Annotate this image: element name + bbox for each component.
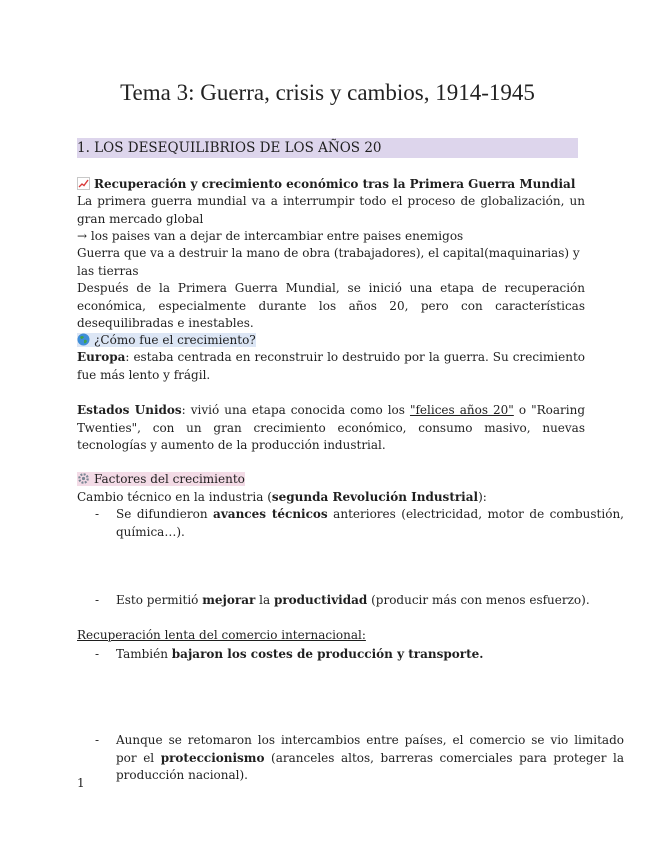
list-item [77, 592, 624, 610]
europa-label: Europa [77, 350, 126, 364]
eeuu-text-a: : vivió una etapa conocida como los [181, 403, 410, 417]
bullet-3-a: También [116, 646, 172, 661]
bullet-2-a: Esto permitió [116, 593, 203, 607]
subsection-trade-title: Recuperación lenta del comercio internacional: [77, 628, 366, 642]
bullet-2-c: la [255, 593, 274, 607]
list-item [77, 732, 624, 785]
list-item [77, 506, 624, 541]
paragraph-europa [77, 349, 585, 384]
paragraph-eeuu [77, 402, 585, 455]
tech-intro-b: segunda Revolución Industrial [271, 490, 479, 504]
paragraph-globalization: La primera guerra mundial va a interrumpir todo el proceso de globalización, un gran mercado global [77, 194, 585, 226]
subsection-growth-highlight [77, 333, 256, 347]
subsection-recovery-label: Recuperación y crecimiento económico tras la Primera Guerra Mundial [94, 177, 576, 191]
trade-bullet-c: (aranceles altos, barreras comerciales para proteger la producción nacional). [116, 750, 624, 782]
tech-intro-c: ): [478, 490, 487, 504]
trade-bullet-a: Aunque se retomaron los intercambios entre países, el comercio se vio limitado por el [116, 733, 624, 765]
tech-intro-a: Cambio técnico en la industria ( [77, 490, 272, 504]
bullet-dash: - [95, 593, 100, 607]
bullet-1-b: avances técnicos [213, 507, 328, 521]
arrow-text: los paises van a dejar de intercambiar entre paises enemigos [87, 229, 464, 243]
subsection-factors-title [77, 471, 585, 489]
subsection-recovery-title [77, 176, 585, 194]
gear-icon [77, 472, 90, 485]
paragraph-arrow [77, 228, 585, 246]
trade-bullet-b: proteccionismo [160, 750, 265, 765]
paragraph-technical-change [77, 489, 585, 507]
arrow-icon: → [77, 229, 88, 243]
bullet-1-a: Se difundieron [116, 507, 214, 521]
section-heading: 1. LOS DESEQUILIBRIOS DE LOS AÑOS 20 [77, 138, 578, 158]
bullet-2-b: mejorar [202, 593, 256, 607]
document-title: Tema 3: Guerra, crisis y cambios, 1914-1945 [120, 80, 535, 105]
paragraph-destruction: Guerra que va a destruir la mano de obra (trabajadores), el capital(maquinarias) y las tierras [77, 246, 580, 278]
globe-icon [77, 333, 90, 346]
europa-text: : estaba centrada en reconstruir lo destruido por la guerra. Su crecimiento fue más lento y frágil. [77, 350, 585, 382]
eeuu-label: Estados Unidos [77, 403, 182, 417]
bullet-dash: - [95, 733, 100, 747]
bullet-dash: - [95, 646, 100, 661]
bullet-3-b: bajaron los costes de producción y transporte. [171, 646, 484, 661]
list-item [77, 646, 624, 664]
felices-anos-link: "felices años 20" [409, 403, 514, 417]
bullet-dash: - [95, 507, 100, 521]
subsection-growth-label: ¿Cómo fue el crecimiento? [94, 333, 256, 347]
subsection-growth-title [77, 332, 585, 350]
bullet-2-d: productividad [273, 593, 368, 607]
bullet-1-c: anteriores (electricidad, motor de combustión, química…). [116, 507, 624, 539]
bullet-2-e: (producir más con menos esfuerzo). [367, 593, 590, 607]
eeuu-text-b: o "Roaring Twenties", con un gran crecimiento económico, consumo masivo, nuevas tecnologías y aumento de la producción industrial. [77, 403, 586, 452]
page-number: 1 [77, 776, 85, 790]
subsection-factors-highlight [77, 472, 245, 486]
chart-increasing-icon [77, 177, 90, 190]
paragraph-recovery: Después de la Primera Guerra Mundial, se inició una etapa de recuperación económica, especialmente durante los años 20, pero con características desequilibradas e inestables. [77, 281, 585, 330]
subsection-factors-label: Factores del crecimiento [94, 472, 245, 486]
